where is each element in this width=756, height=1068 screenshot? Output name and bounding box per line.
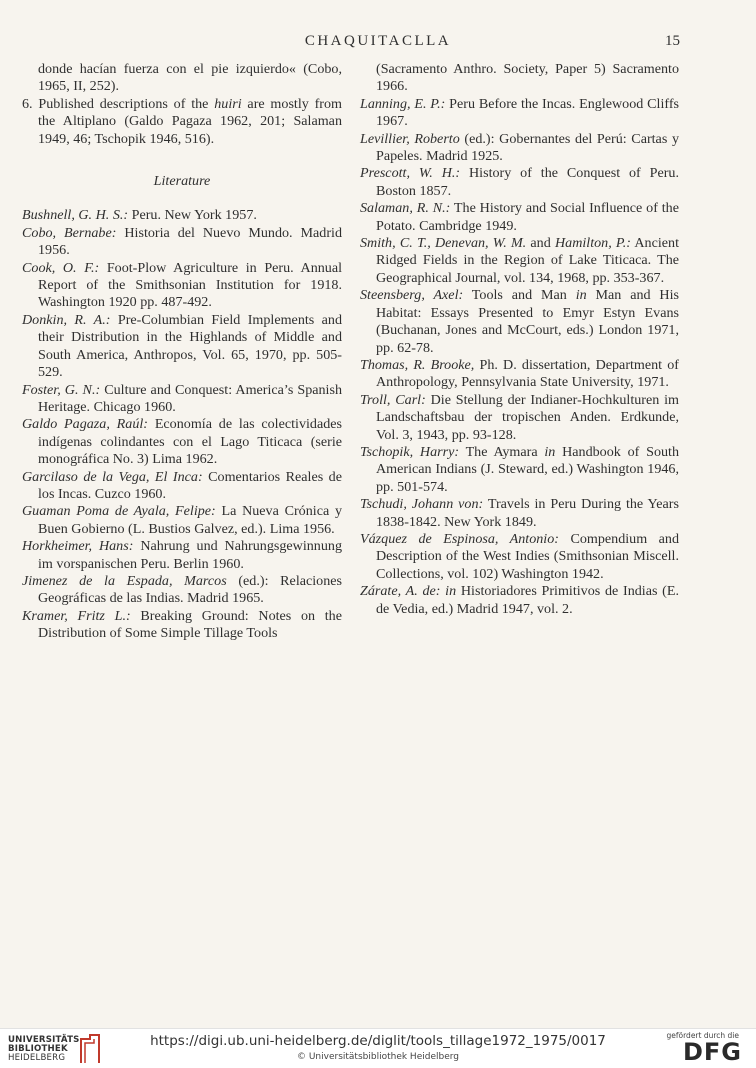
reference-continued: (Sacramento Anthro. Society, Paper 5) Sacramento 1966. xyxy=(376,61,679,95)
reference-author: Lanning, E. P.: xyxy=(360,95,446,112)
reference-text: Economía de las colectividades indígenas colindantes con el Lago Titicaca (serie monográfica No. 3) Lima 1962. xyxy=(38,416,342,468)
reference-text: Peru Before the Incas. Englewood Cliffs 1967. xyxy=(376,95,680,130)
reference-entry xyxy=(22,225,342,260)
reference-entry xyxy=(360,131,679,166)
reference-in: in xyxy=(445,583,457,600)
reference-entry xyxy=(22,382,342,417)
reference-author: Jimenez de la Espada, Marcos xyxy=(22,572,227,589)
reference-entry xyxy=(360,531,679,583)
reference-author: Horkheimer, Hans: xyxy=(22,538,134,555)
footer-bar xyxy=(0,1028,756,1068)
reference-text: Comentarios Reales de los Incas. Cuzco 1960. xyxy=(38,468,342,502)
reference-author: Steensberg, Axel: xyxy=(360,287,464,304)
reference-text: Travels in Peru During the Years 1838-1842. New York 1849. xyxy=(376,496,679,530)
reference-text: Tools and Man xyxy=(463,287,576,304)
reference-entry xyxy=(360,200,679,235)
reference-author: Guaman Poma de Ayala, Felipe: xyxy=(22,503,216,520)
reference-author: Donkin, R. A.: xyxy=(22,311,111,328)
reference-entry xyxy=(360,392,679,444)
reference-text: Historiadores Primitivos de Indias (E. de Vedia, ed.) Madrid 1947, vol. 2. xyxy=(376,583,680,617)
footnote-6-text-a: 6. Published descriptions of the xyxy=(22,95,215,112)
reference-author: Tschopik, Harry: xyxy=(360,443,460,460)
reference-entry xyxy=(22,573,342,608)
reference-author: Salaman, R. N.: xyxy=(360,200,451,217)
reference-text-2: Man and His Habitat: Essays Presented to Emyr Estyn Evans (Buchanan, Jones and McCourt, eds.) London 1971, pp. 62-78. xyxy=(376,287,679,356)
running-title: CHAQUITACLLA xyxy=(304,33,452,49)
reference-author: Bushnell, G. H. S.: xyxy=(22,207,129,224)
reference-text: History of the Conquest of Peru. Boston 1857. xyxy=(376,165,679,199)
reference-entry xyxy=(22,538,342,573)
reference-entry xyxy=(22,469,342,504)
reference-text-2: Handbook of South American Indians (J. Steward, ed.) Washington 1946, pp. 501-574. xyxy=(376,443,680,495)
reference-author: Smith, C. T., Denevan, W. M. xyxy=(360,235,527,252)
literature-heading: Literature xyxy=(153,173,211,190)
reference-author: Thomas, R. Brooke, xyxy=(360,356,475,373)
reference-entry xyxy=(360,96,679,131)
reference-entry xyxy=(22,312,342,382)
reference-author: Prescott, W. H.: xyxy=(360,165,461,182)
reference-author-2: Hamilton, P.: xyxy=(554,235,631,252)
reference-author: Galdo Pagaza, Raúl: xyxy=(22,416,148,433)
reference-text: Foot-Plow Agriculture in Peru. Annual Report of the Smithsonian Institution for 1918. Washington 1920 pp. 487-492. xyxy=(38,259,343,311)
reference-author: Garcilaso de la Vega, El Inca: xyxy=(22,468,203,485)
reference-entry xyxy=(22,416,342,468)
reference-text: Nahrung und Nahrungsgewinnung im vorspanischen Peru. Berlin 1960. xyxy=(38,538,342,572)
reference-author: Cook, O. F.: xyxy=(22,259,100,276)
reference-text: Historia del Nuevo Mundo. Madrid 1956. xyxy=(38,224,342,259)
reference-author: Zárate, A. de: xyxy=(360,583,446,600)
dfg-logo[interactable]: DFG xyxy=(682,1038,742,1066)
reference-author: Foster, G. N.: xyxy=(22,381,101,398)
reference-text: Ancient Ridged Fields in the Region of Lake Titicaca. The Geographical Journal, vol. 134, 1968, pp. 353-367. xyxy=(376,235,679,286)
footnote-5-continued: donde hacían fuerza con el pie izquierdo« (Cobo, 1965, II, 252). xyxy=(38,61,342,95)
reference-text: La Nueva Crónica y Buen Gobierno (L. Bustios Galvez, ed.). Lima 1956. xyxy=(38,503,342,537)
reference-entry xyxy=(360,496,679,531)
footnote-6 xyxy=(22,96,342,148)
left-column xyxy=(22,61,342,643)
reference-in: in xyxy=(544,443,556,460)
reference-text: The Aymara xyxy=(459,443,545,460)
page-number: 15 xyxy=(665,33,680,49)
reference-text: Breaking Ground: Notes on the Distribution of Some Simple Tillage Tools xyxy=(38,607,342,642)
reference-entry xyxy=(22,260,342,312)
reference-author: Tschudi, Johann von: xyxy=(360,496,484,513)
reference-entry xyxy=(360,287,679,357)
reference-text: (ed.): Relaciones Geográficas de las Indias. Madrid 1965. xyxy=(38,572,342,607)
reference-text: Compendium and Description of the West Indies (Smithsonian Miscell. Collections, vol. 102) Washington 1942. xyxy=(376,530,679,582)
reference-entry xyxy=(360,165,679,200)
reference-text: Pre-Columbian Field Implements and their Distribution in the Highlands of Middle and South America, Anthropos, Vol. 65, 1970, pp. 505-529. xyxy=(38,311,342,381)
reference-author: Cobo, Bernabe: xyxy=(22,224,117,241)
reference-entry xyxy=(22,207,342,224)
reference-entry xyxy=(360,444,679,496)
reference-entry xyxy=(360,583,679,618)
reference-entry xyxy=(22,503,342,538)
reference-text: The History and Social Influence of the Potato. Cambridge 1949. xyxy=(376,200,679,234)
funder-label: gefördert durch die xyxy=(666,1031,739,1040)
reference-text: Die Stellung der Indianer-Hochkulturen im Landschaftsbau der tropischen Anden. Erdkunde, Vol. 3, 1943, pp. 93-128. xyxy=(376,391,679,443)
reference-author: Levillier, Roberto xyxy=(360,130,460,147)
reference-author: Troll, Carl: xyxy=(360,391,426,408)
permalink-url[interactable]: https://digi.ub.uni-heidelberg.de/diglit/tools_tillage1972_1975/0017 xyxy=(150,1033,606,1049)
reference-author: Vázquez de Espinosa, Antonio: xyxy=(360,530,559,547)
right-column xyxy=(360,61,679,618)
reference-text: Peru. New York 1957. xyxy=(128,207,257,224)
reference-conjunction: and xyxy=(526,235,555,252)
footnote-6-term: huiri xyxy=(214,95,242,112)
reference-author: Kramer, Fritz L.: xyxy=(22,607,131,624)
reference-entry xyxy=(22,608,342,643)
library-logo[interactable]: UNIVERSITÄTS- BIBLIOTHEK HEIDELBERG xyxy=(8,1035,84,1064)
reference-text: Ph. D. dissertation, Department of Anthropology, Pennsylvania State University, 1971. xyxy=(376,356,680,391)
reference-entry xyxy=(360,235,679,287)
reference-in: in xyxy=(575,287,587,304)
reference-entry xyxy=(360,357,679,392)
reference-text: (ed.): Gobernantes del Perú: Cartas y Papeles. Madrid 1925. xyxy=(376,130,679,165)
footnote-6-text-b: are mostly from the Altiplano (Galdo Pagaza 1962, 201; Salaman 1949, 46; Tschopik 1946, 516). xyxy=(38,95,342,147)
copyright-notice: © Universitätsbibliothek Heidelberg xyxy=(296,1052,459,1062)
reference-text: Culture and Conquest: America’s Spanish Heritage. Chicago 1960. xyxy=(38,381,342,415)
